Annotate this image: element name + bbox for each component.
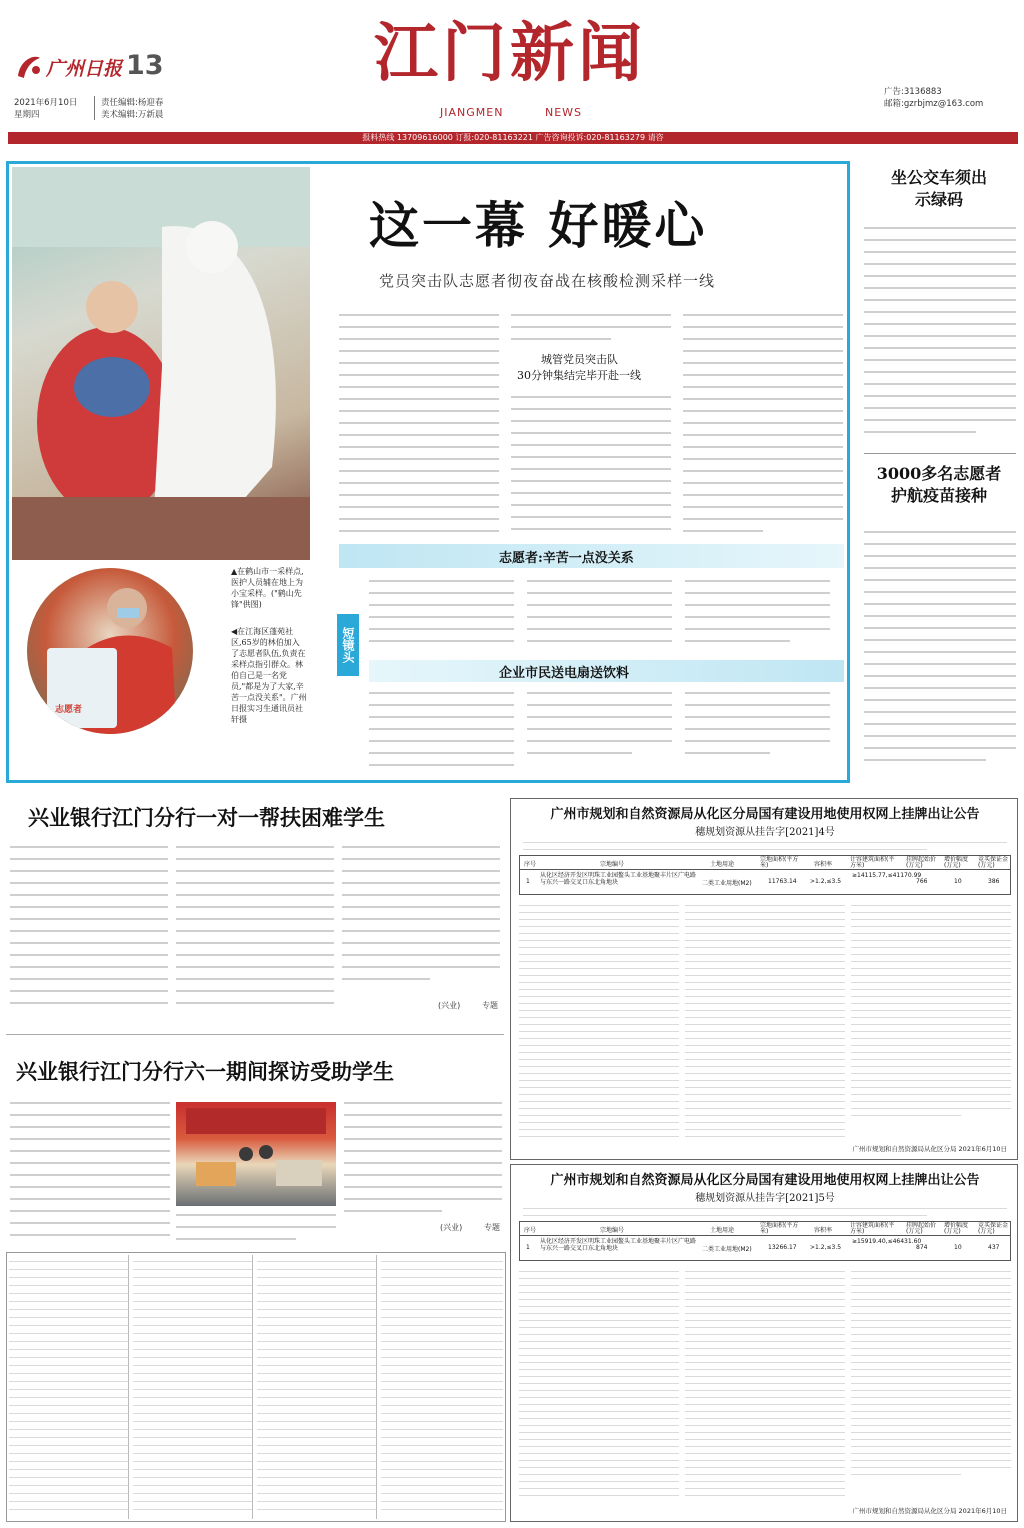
bank-1-col-2	[176, 842, 334, 1020]
bank-photo	[176, 1102, 336, 1206]
volunteer-vaccine-heading	[860, 463, 1018, 507]
section-title: 江门新闻	[374, 16, 646, 91]
th-4: 容积率	[814, 861, 833, 868]
bot-col-3	[685, 688, 830, 774]
th-1: 宗地编号	[600, 861, 625, 868]
td-2: 二类工业用地(M2)	[702, 880, 752, 887]
paper-logo-icon	[14, 52, 44, 82]
issue-date: 2021年6月10日	[14, 98, 78, 108]
masthead	[0, 0, 1024, 145]
subhead-1-line2: 30分钟集结完毕开赴一线	[517, 369, 641, 382]
bank-2-col-2	[176, 1210, 336, 1248]
bank-headline-2: 兴业银行江门分行六一期间探访受助学生	[16, 1059, 394, 1084]
td-4: >1.2,≤3.5	[810, 1244, 842, 1251]
th-5: 计容建筑面积(平方米)	[850, 856, 895, 869]
classified-col-3	[257, 1255, 377, 1519]
th-3: 宗地面积(平方米)	[760, 1222, 799, 1235]
right-column	[860, 161, 1018, 783]
notice-1-table	[519, 855, 1011, 895]
paper-logo	[14, 48, 164, 84]
bank-2-col-3	[344, 1098, 502, 1248]
section-pinyin-left: JIANGMEN	[440, 106, 504, 119]
paper-name: 广州日报	[46, 58, 123, 80]
enterprise-heading-bar	[369, 660, 844, 682]
notice-1-body-left	[519, 901, 679, 1141]
th-5: 计容建筑面积(平方米)	[850, 1222, 895, 1235]
th-8: 竞买保证金(万元)	[978, 1222, 1009, 1235]
td-3: 11763.14	[768, 878, 797, 885]
notice-1-title: 广州市规划和自然资源局从化区分局国有建设用地使用权网上挂牌出让公告	[550, 807, 980, 822]
designer-line: 美术编辑:万新晨	[101, 110, 164, 120]
notice-2-body-right	[851, 1267, 1011, 1503]
notice-2-title: 广州市规划和自然资源局从化区分局国有建设用地使用权网上挂牌出让公告	[550, 1173, 980, 1188]
bank-2-tag: 专题	[484, 1223, 500, 1232]
hotline-text: 报料热线 13709616000 订报:020-81163221 广告咨询投诉:020-81163279 请咨	[362, 133, 664, 142]
td-5: ≥15919.40,≤46431.60	[852, 1238, 922, 1245]
notice-2-body-left	[519, 1267, 679, 1503]
bank-article-1	[6, 790, 506, 1030]
notice-1-number: 穗规划资源从挂告字[2021]4号	[695, 827, 835, 838]
badge-text: 志愿者	[55, 705, 83, 715]
land-notice-1	[510, 798, 1018, 1160]
vaccine-article	[864, 527, 1016, 777]
td-7: 10	[954, 1244, 962, 1251]
classified-col-1	[9, 1255, 129, 1519]
th-2: 土地用途	[710, 861, 735, 868]
inset-photo	[25, 566, 195, 736]
bank-2-byline: (兴业)	[440, 1223, 463, 1232]
notice-1-body-right	[851, 901, 1011, 1141]
notice-2-body-mid	[685, 1267, 845, 1503]
td-4: >1.2,≤3.5	[810, 878, 842, 885]
td-7: 10	[954, 878, 962, 885]
classified-col-2	[133, 1255, 253, 1519]
right-divider	[864, 453, 1016, 454]
ad-phone: 广告:3136883	[884, 87, 942, 97]
volunteer-heading-bar	[339, 544, 844, 568]
bus-heading	[860, 167, 1018, 211]
caption-2: ◀在江海区蓬苑社区,65岁的林伯加入了志愿者队伍,负责在采样点指引群众。林伯自己是一名党员,"都是为了大家,辛苦一点没关系"。广州日报实习生通讯员社轩摄	[231, 627, 307, 724]
text-column-2	[511, 312, 671, 538]
bus-heading-text: 坐公交车须出示绿码	[890, 168, 987, 209]
feature-frame	[6, 161, 850, 783]
medical-worker-figure	[12, 167, 310, 560]
editor-line: 责任编辑:杨迎春	[101, 98, 164, 108]
th-2: 土地用途	[710, 1227, 735, 1234]
divider	[94, 96, 95, 120]
notice-1-footer: 广州市规划和自然资源局从化区分局 2021年6月10日	[852, 1145, 1007, 1153]
notice-2-table	[519, 1221, 1011, 1261]
event-scene	[176, 1102, 336, 1206]
td-0: 1	[526, 1244, 530, 1251]
bus-article	[864, 223, 1016, 443]
short-lens-tag	[337, 614, 359, 676]
td-8: 437	[988, 1244, 1000, 1251]
th-7: 增价幅度(万元)	[944, 856, 969, 869]
short-lens-text: 短镜头	[341, 627, 355, 663]
bank-1-tag: 专题	[482, 1001, 498, 1010]
land-notice-2	[510, 1164, 1018, 1522]
notice-2-intro	[523, 1205, 1007, 1219]
main-photo	[12, 167, 310, 560]
notice-1-intro	[523, 839, 1007, 853]
notice-1-row	[520, 870, 1010, 894]
volunteer-vaccine-heading-text: 3000多名志愿者护航疫苗接种	[876, 464, 1002, 505]
td-2: 二类工业用地(M2)	[702, 1246, 752, 1253]
notice-2-footer: 广州市规划和自然资源局从化区分局 2021年6月10日	[852, 1507, 1007, 1515]
classifieds-block	[6, 1252, 506, 1522]
td-5: ≥14115.77,≤41170.99	[852, 872, 922, 879]
section-pinyin-right: NEWS	[545, 106, 583, 119]
td-6: 766	[916, 878, 928, 885]
th-8: 竞买保证金(万元)	[978, 856, 1009, 869]
feature-headline: 这一幕 好暖心	[369, 196, 708, 255]
notice-2-header-row	[520, 1222, 1010, 1236]
th-3: 宗地面积(平方米)	[760, 856, 799, 869]
hotline-bar	[8, 132, 1018, 144]
bot-col-2	[527, 688, 672, 774]
feature-subheadline: 党员突击队志愿者彻夜奋战在核酸检测采样一线	[379, 272, 716, 290]
text-column-1	[339, 312, 499, 538]
th-6: 挂牌起始价(万元)	[906, 856, 937, 869]
notice-2-number: 穗规划资源从挂告字[2021]5号	[695, 1193, 835, 1204]
classified-col-4	[381, 1255, 503, 1519]
th-6: 挂牌起始价(万元)	[906, 1222, 937, 1235]
bank-2-col-1	[10, 1098, 170, 1248]
td-1: 从化区经济开发区明珠工业园鳌头工业基地聚丰片区广电路与东兴一路交叉口东北角地块	[540, 1238, 697, 1252]
bank-1-col-1	[10, 842, 168, 1020]
th-7: 增价幅度(万元)	[944, 1222, 969, 1235]
enterprise-heading: 企业市民送电扇送饮料	[499, 666, 630, 681]
middle-text-area	[369, 576, 844, 654]
bank-headline-1: 兴业银行江门分行一对一帮扶困难学生	[28, 805, 385, 830]
bank-article-2	[6, 1040, 506, 1250]
td-0: 1	[526, 878, 530, 885]
contact-email: 邮箱:gzrbjmz@163.com	[884, 99, 984, 109]
notice-1-header-row	[520, 856, 1010, 870]
bot-col-1	[369, 688, 514, 774]
th-0: 序号	[524, 1227, 537, 1234]
volunteer-heading: 志愿者:辛苦一点没关系	[499, 551, 634, 566]
contact-block	[884, 86, 983, 110]
td-8: 386	[988, 878, 1000, 885]
upper-text-area	[339, 312, 844, 540]
section-divider	[6, 1034, 504, 1035]
td-1: 从化区经济开发区明珠工业园鳌头工业基地聚丰片区广电路与东兴一路交叉口东北角地块	[540, 872, 697, 886]
subhead-1-line1: 城管党员突击队	[541, 353, 618, 366]
td-6: 874	[916, 1244, 928, 1251]
volunteer-figure	[27, 568, 195, 736]
td-3: 13266.17	[768, 1244, 797, 1251]
th-0: 序号	[524, 861, 537, 868]
page-number: 13	[126, 50, 164, 81]
notice-1-body-mid	[685, 901, 845, 1141]
text-column-3	[683, 312, 843, 538]
date-block	[14, 96, 194, 126]
mid-col-1	[369, 576, 514, 652]
bank-1-byline: (兴业)	[438, 1001, 461, 1010]
bottom-text-area	[369, 688, 844, 776]
caption-1: ▲在鹤山市一采样点,医护人员辅在地上为小宝采样。("鹤山先锋"供图)	[231, 567, 304, 609]
mid-col-2	[527, 576, 672, 652]
bank-1-col-3	[342, 842, 500, 1020]
th-4: 容积率	[814, 1227, 833, 1234]
mid-col-3	[685, 576, 830, 652]
issue-weekday: 星期四	[14, 110, 40, 120]
th-1: 宗地编号	[600, 1227, 625, 1234]
notice-2-row	[520, 1236, 1010, 1260]
